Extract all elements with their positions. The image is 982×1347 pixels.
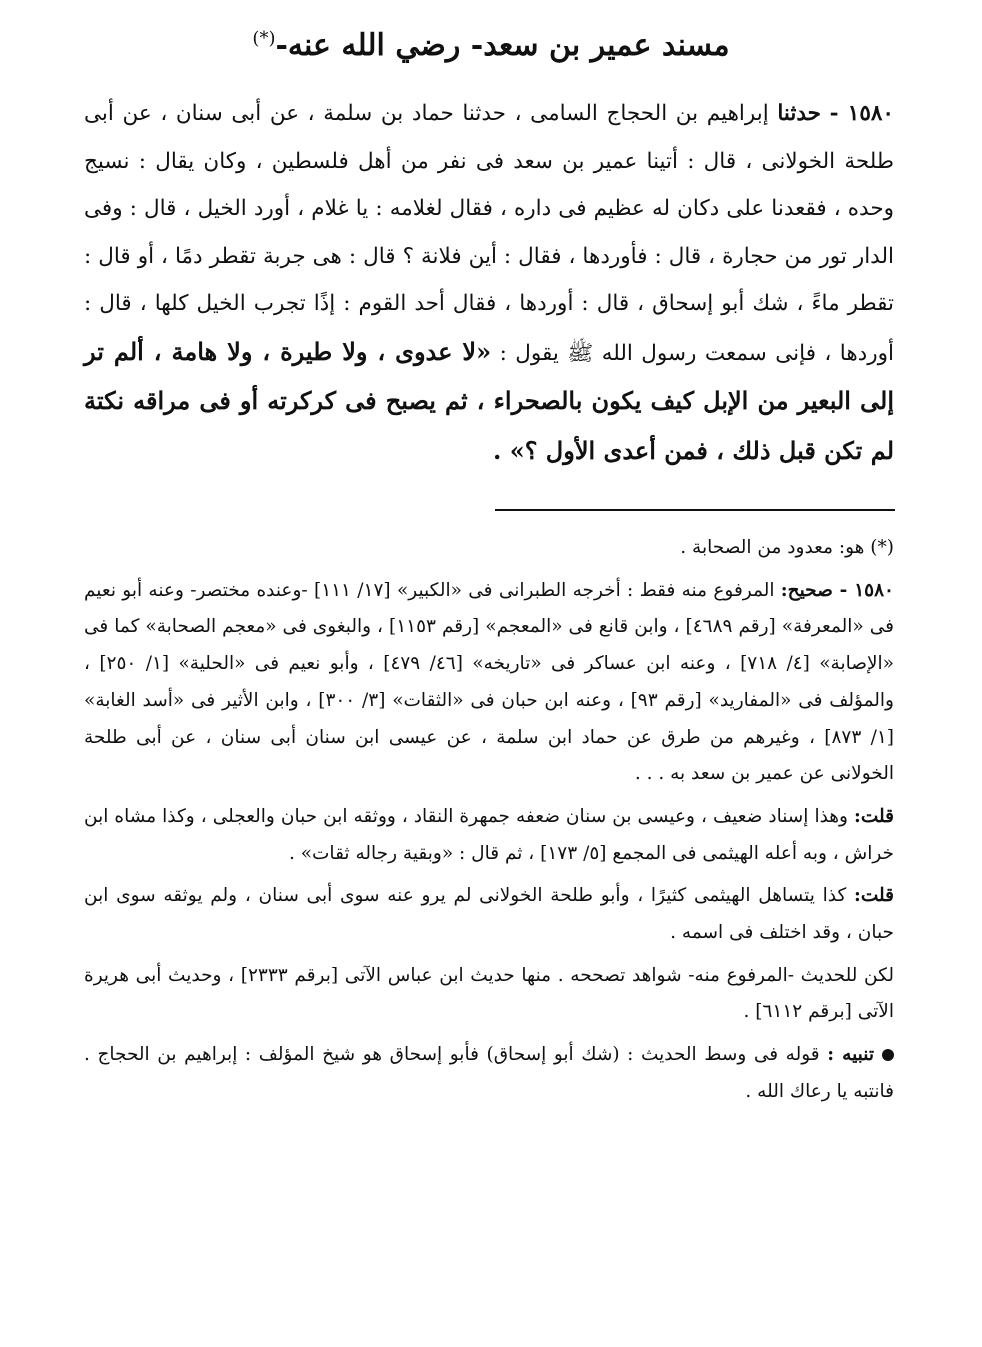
- hadith-prophetic-text: «لا عدوى ، ولا طيرة ، ولا هامة ، ألم تر إلى البعير من الإبل كيف يكون بالصحراء ، ثم يصبح فى كركرته أو فى مراقه نكتة لم تكن قبل ذلك ، فمن أعدى الأول ؟» .: [84, 336, 895, 465]
- tanbih-label: تنبيه :: [827, 1044, 874, 1066]
- footnote-marker: (*): [252, 28, 276, 49]
- hadith-lead: حدثنا: [777, 101, 821, 126]
- page-header: [0, 28, 982, 63]
- takhrij-paragraph: [84, 573, 894, 793]
- hadith-text: [84, 90, 894, 476]
- qultu-text-1: وهذا إسناد ضعيف ، وعيسى بن سنان ضعفه جمهرة النقاد ، ووثقه ابن حبان والعجلى ، وكذا مشاه ابن خراش ، وبه أعله الهيثمى فى المجمع [٥/ ١٧٣] ، ثم قال : «وبقية رجاله ثقات» .: [84, 805, 894, 864]
- footnote-divider: [495, 509, 895, 511]
- qultu-label-1: قلت:: [854, 805, 894, 827]
- qultu-paragraph-2: [84, 878, 894, 951]
- takhrij-label: ١٥٨٠ - صحيح:: [780, 579, 894, 601]
- qultu-text-2: كذا يتساهل الهيثمى كثيرًا ، وأبو طلحة الخولانى لم يرو عنه سوى أبى سنان ، ولم يوثقه سوى ابن حبان ، وقد اختلف فى اسمه .: [84, 885, 894, 944]
- footnotes: [84, 530, 894, 1111]
- hadith-number: ١٥٨٠ -: [829, 101, 894, 126]
- qultu-label-2: قلت:: [854, 885, 894, 907]
- shawahid-paragraph: لكن للحديث -المرفوع منه- شواهد تصححه . منها حديث ابن عباس الآتى [برقم ٢٣٣٣] ، وحديث أبى هريرة الآتى [برقم ٦١١٢] .: [84, 964, 894, 1023]
- header-title: مسند عمير بن سعد- رضي الله عنه-: [275, 28, 730, 63]
- hadith-isnad: إبراهيم بن الحجاج السامى ، حدثنا حماد بن سلمة ، عن أبى سنان ، عن أبى طلحة الخولانى ، قال : أتينا عمير بن سعد فى نفر من أهل فلسطين ، وكان يقال : نسيج وحده ، فقعدنا على دكان له عظيم فى داره ، فقال لغلامه : يا غلام ، أورد الخيل ، قال : وفى الدار تور من حجارة ، قال : فأوردها ، فقال : أين فلانة ؟ قال : هى جربة تقطر دمًا ، أو قال : تقطر ماءً ، شك أبو إسحاق ، قال : أوردها ، فقال أحد القوم : إذًا تجرب الخيل كلها ، قال : أوردها ، فإنى سمعت رسول الله ﷺ يقول :: [84, 101, 894, 366]
- tanbih-text: قوله فى وسط الحديث : (شك أبو إسحاق) فأبو إسحاق هو شيخ المؤلف : إبراهيم بن الحجاج . فانتبه يا رعاك الله .: [84, 1044, 894, 1102]
- bullet-icon: [882, 1049, 894, 1061]
- star-note: (*) هو: معدود من الصحابة .: [680, 537, 894, 558]
- qultu-paragraph-1: [84, 799, 894, 872]
- tanbih-paragraph: [84, 1037, 894, 1110]
- takhrij-text: المرفوع منه فقط : أخرجه الطبرانى فى «الكبير» [١٧/ ١١١] -وعنده مختصر- وعنه أبو نعيم فى «المعرفة» [رقم ٤٦٨٩] ، وابن قانع فى «المعجم» [رقم ١١٥٣] ، والبغوى فى «معجم الصحابة» كما فى «الإصابة» [٤/ ٧١٨] ، وعنه ابن عساكر فى «تاريخه» [٤٦/ ٤٧٩] ، وأبو نعيم فى «الحلية» [١/ ٢٥٠] ، والمؤلف فى «المفاريد» [رقم ٩٣] ، وعنه ابن حبان فى «الثقات» [٣/ ٣٠٠] ، وابن الأثير فى «أسد الغابة» [١/ ٨٧٣] ، وغيرهم من طرق عن حماد ابن سلمة ، عن عيسى ابن سنان أبى سنان ، عن أبى طلحة الخولانى عن عمير بن سعد به . . .: [84, 579, 895, 785]
